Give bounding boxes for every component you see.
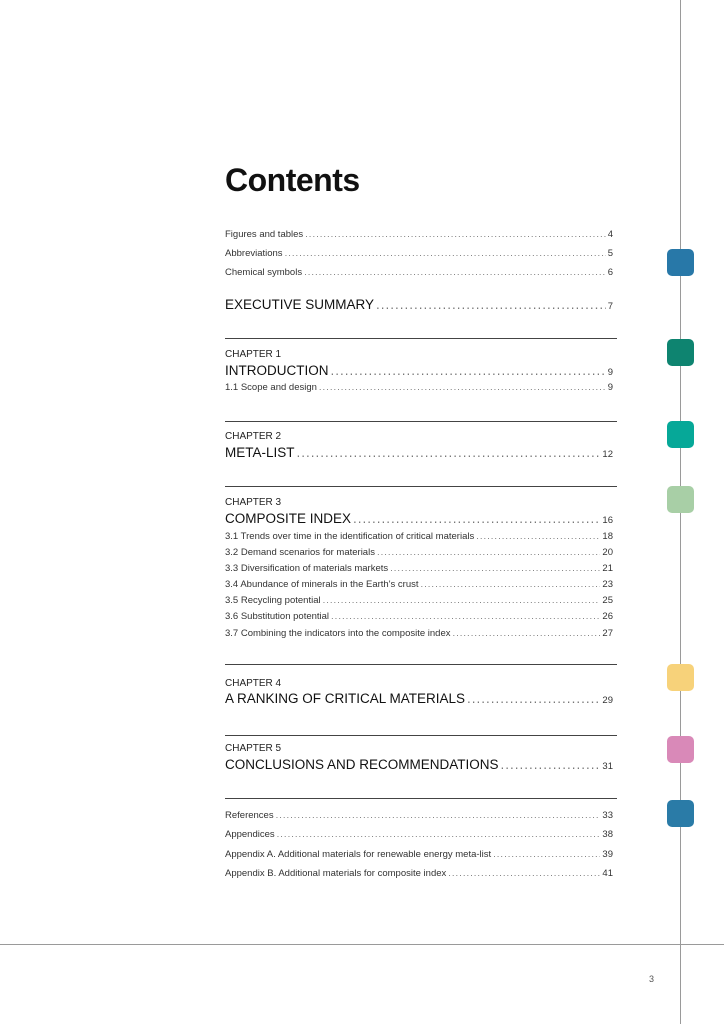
toc-entry-section-1-1[interactable] — [225, 382, 613, 393]
toc-entry-page: 29 — [602, 695, 613, 706]
dot-leader — [493, 849, 600, 860]
toc-entry-executive-summary[interactable] — [225, 297, 613, 312]
dot-leader — [467, 691, 600, 706]
dot-leader — [377, 547, 600, 558]
toc-entry-chapter-4[interactable] — [225, 691, 613, 706]
toc-entry-chapter-2[interactable] — [225, 445, 613, 460]
chapter-label: CHAPTER 4 — [225, 678, 282, 689]
dot-leader — [331, 611, 600, 622]
toc-entry-title: A RANKING OF CRITICAL MATERIALS — [225, 691, 466, 706]
dot-leader — [304, 267, 606, 278]
toc-entry-page: 20 — [602, 547, 613, 558]
dot-leader — [476, 531, 600, 542]
toc-entry-title: Appendices — [225, 829, 275, 840]
toc-entry-title: 3.7 Combining the indicators into the composite index — [225, 628, 451, 639]
section-divider — [225, 338, 617, 339]
section-divider — [225, 664, 617, 665]
dot-leader — [276, 810, 601, 821]
toc-entry-title: COMPOSITE INDEX — [225, 511, 352, 526]
toc-entry-page: 9 — [607, 382, 613, 393]
toc-entry-title: 3.5 Recycling potential — [225, 595, 321, 606]
dot-leader — [448, 868, 600, 879]
tab-marker-6[interactable] — [667, 736, 694, 763]
dot-leader — [277, 829, 601, 840]
toc-entry-title: 3.3 Diversification of materials markets — [225, 563, 389, 574]
section-divider — [225, 798, 617, 799]
toc-entry-section-3-1[interactable] — [225, 531, 613, 542]
dot-leader — [331, 363, 606, 378]
dot-leader — [353, 511, 600, 526]
toc-entry-title: Chemical symbols — [225, 267, 303, 278]
toc-entry-page: 33 — [602, 810, 613, 821]
dot-leader — [319, 382, 606, 393]
toc-entry-section-3-2[interactable] — [225, 547, 613, 558]
dot-leader — [421, 579, 601, 590]
toc-entry-title: Abbreviations — [225, 248, 283, 259]
toc-entry-section-3-7[interactable] — [225, 628, 613, 639]
toc-entry-title: META-LIST — [225, 445, 295, 460]
toc-entry-abbreviations[interactable] — [225, 248, 613, 259]
tab-marker-2[interactable] — [667, 339, 694, 366]
section-divider — [225, 421, 617, 422]
toc-entry-appendix-a[interactable] — [225, 849, 613, 860]
chapter-label: CHAPTER 5 — [225, 743, 282, 754]
toc-entry-title: Appendix A. Additional materials for renewable energy meta-list — [225, 849, 492, 860]
chapter-label: CHAPTER 3 — [225, 497, 282, 508]
toc-entry-title: Figures and tables — [225, 229, 304, 240]
dot-leader — [305, 229, 606, 240]
dot-leader — [390, 563, 600, 574]
toc-entry-page: 41 — [602, 868, 613, 879]
toc-entry-title: 3.2 Demand scenarios for materials — [225, 547, 375, 558]
dot-leader — [376, 297, 606, 312]
tab-marker-3[interactable] — [667, 421, 694, 448]
toc-entry-title: 3.6 Substitution potential — [225, 611, 330, 622]
toc-entry-figures[interactable] — [225, 229, 613, 240]
toc-entry-page: 18 — [602, 531, 613, 542]
toc-entry-chapter-1[interactable] — [225, 363, 613, 378]
tab-marker-4[interactable] — [667, 486, 694, 513]
horizontal-footer-line — [0, 944, 724, 945]
dot-leader — [501, 757, 601, 772]
page-title: Contents — [225, 162, 360, 198]
tab-marker-7[interactable] — [667, 800, 694, 827]
toc-entry-title: EXECUTIVE SUMMARY — [225, 297, 375, 312]
section-divider — [225, 735, 617, 736]
toc-entry-page: 26 — [602, 611, 613, 622]
toc-entry-section-3-6[interactable] — [225, 611, 613, 622]
toc-entry-page: 16 — [602, 515, 613, 526]
tab-marker-1[interactable] — [667, 249, 694, 276]
toc-entry-title: 3.4 Abundance of minerals in the Earth's crust — [225, 579, 419, 590]
toc-entry-page: 21 — [602, 563, 613, 574]
dot-leader — [453, 628, 601, 639]
toc-entry-page: 31 — [602, 761, 613, 772]
toc-entry-references[interactable] — [225, 810, 613, 821]
toc-entry-section-3-3[interactable] — [225, 563, 613, 574]
toc-entry-title: References — [225, 810, 274, 821]
toc-entry-page: 6 — [607, 267, 613, 278]
toc-entry-page: 25 — [602, 595, 613, 606]
toc-entry-page: 5 — [607, 248, 613, 259]
toc-entry-section-3-5[interactable] — [225, 595, 613, 606]
toc-entry-section-3-4[interactable] — [225, 579, 613, 590]
toc-entry-page: 12 — [602, 449, 613, 460]
toc-entry-title: CONCLUSIONS AND RECOMMENDATIONS — [225, 757, 499, 772]
toc-entry-title: INTRODUCTION — [225, 363, 329, 378]
toc-entry-chapter-3[interactable] — [225, 511, 613, 526]
toc-entry-page: 4 — [607, 229, 613, 240]
toc-entry-chemical-symbols[interactable] — [225, 267, 613, 278]
toc-entry-page: 39 — [602, 849, 613, 860]
chapter-label: CHAPTER 2 — [225, 431, 282, 442]
toc-entry-chapter-5[interactable] — [225, 757, 613, 772]
tab-marker-5[interactable] — [667, 664, 694, 691]
dot-leader — [285, 248, 606, 259]
toc-entry-title: 3.1 Trends over time in the identification of critical materials — [225, 531, 475, 542]
toc-entry-title: 1.1 Scope and design — [225, 382, 317, 393]
toc-entry-page: 7 — [607, 301, 613, 312]
toc-entry-title: Appendix B. Additional materials for composite index — [225, 868, 447, 879]
toc-entry-page: 27 — [602, 628, 613, 639]
dot-leader — [297, 445, 601, 460]
toc-entry-page: 9 — [607, 367, 613, 378]
toc-entry-page: 23 — [602, 579, 613, 590]
chapter-label: CHAPTER 1 — [225, 349, 282, 360]
toc-entry-appendices[interactable] — [225, 829, 613, 840]
page-number: 3 — [649, 974, 655, 984]
section-divider — [225, 486, 617, 487]
toc-entry-appendix-b[interactable] — [225, 868, 613, 879]
dot-leader — [323, 595, 601, 606]
toc-entry-page: 38 — [602, 829, 613, 840]
